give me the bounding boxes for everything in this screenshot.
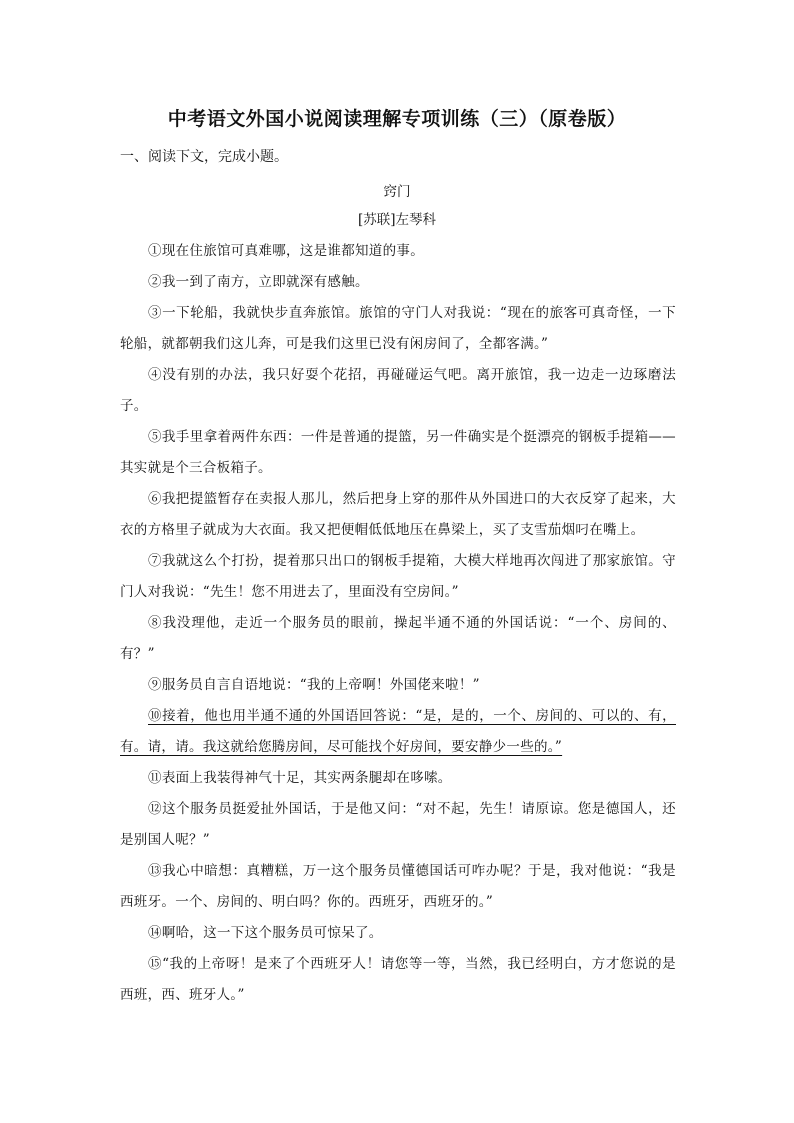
paragraph-content — [120, 708, 676, 755]
story-paragraph — [120, 546, 676, 608]
paragraph-number: ④ — [148, 367, 163, 383]
story-paragraph — [120, 701, 676, 763]
paragraph-number: ⑭ — [148, 925, 162, 941]
document-title: 中考语文外国小说阅读理解专项训练（三）（原卷版） — [167, 108, 627, 130]
paragraph-text: 这个服务员挺爱扯外国话，于是他又问：“对不起，先生！请原谅。您是德国人，还是别国人呢？” — [120, 801, 676, 848]
paragraph-text: 接着，他也用半通不通的外国语回答说：“是，是的，一个、房间的、可以的、有，有。请，请。我这就给您腾房间，尽可能找个好房间，要安静少一些的。” — [120, 708, 676, 755]
paragraph-content — [120, 367, 676, 414]
paragraph-number: ⑥ — [148, 491, 162, 507]
paragraph-content — [148, 770, 452, 786]
story-paragraph — [120, 794, 676, 856]
paragraph-number: ⑩ — [148, 708, 163, 724]
story-title: 窍门 — [383, 184, 411, 200]
story-paragraph — [120, 422, 676, 484]
story-paragraph — [120, 856, 676, 918]
paragraph-text: 我手里拿着两件东西：一件是普通的提篮，另一件确实是个挺漂亮的钢板手提箱——其实就是个三合板箱子。 — [120, 429, 676, 476]
paragraph-content — [148, 925, 383, 941]
paragraph-number: ③ — [148, 305, 163, 321]
paragraph-text: 表面上我装得神气十足，其实两条腿却在哆嗦。 — [161, 770, 452, 786]
paragraph-content — [148, 677, 480, 693]
story-paragraph — [120, 918, 676, 949]
story-paragraph — [120, 608, 676, 670]
paragraph-content — [120, 491, 676, 538]
paragraph-number: ② — [148, 274, 162, 290]
story-paragraph — [120, 267, 676, 298]
paragraph-content — [120, 863, 676, 910]
story-paragraph — [120, 949, 676, 1011]
paragraph-text: 现在住旅馆可真难哪，这是谁都知道的事。 — [161, 243, 425, 259]
paragraph-content — [148, 274, 369, 290]
story-paragraph — [120, 763, 676, 794]
paragraph-number: ⑧ — [148, 615, 163, 631]
paragraph-content — [120, 801, 676, 848]
paragraph-text: 我一到了南方，立即就深有感触。 — [161, 274, 369, 290]
paragraph-number: ⑤ — [148, 429, 162, 445]
paragraph-number: ⑫ — [148, 801, 163, 817]
paragraph-number: ⑦ — [148, 553, 162, 569]
section-heading: 一、阅读下文，完成小题。 — [120, 149, 288, 165]
paragraph-text: 没有别的办法，我只好耍个花招，再碰碰运气吧。离开旅馆，我一边走一边琢磨法子。 — [120, 367, 676, 414]
paragraph-content — [120, 615, 676, 662]
paragraph-text: 我心中暗想：真糟糕，万一这个服务员懂德国话可咋办呢？于是，我对他说：“我是西班牙。一个、房间的、明白吗？你的。西班牙，西班牙的。” — [120, 863, 676, 910]
paragraph-number: ① — [148, 243, 162, 259]
story-paragraph — [120, 484, 676, 546]
paragraph-text: 啊哈，这一下这个服务员可惊呆了。 — [161, 925, 383, 941]
paragraph-number: ⑮ — [148, 956, 163, 972]
paragraph-text: 服务员自言自语地说：“我的上帝啊！外国佬来啦！” — [161, 677, 480, 693]
paragraph-number: ⑬ — [148, 863, 163, 879]
paragraph-text: 一下轮船，我就快步直奔旅馆。旅馆的守门人对我说：“现在的旅客可真奇怪，一下轮船，就都朝我们这儿奔，可是我们这里已没有闲房间了，全都客满。” — [120, 305, 676, 352]
paragraph-number: ⑨ — [148, 677, 162, 693]
paragraph-content — [120, 956, 676, 1003]
paragraph-text: “我的上帝呀！是来了个西班牙人！请您等一等，当然，我已经明白，方才您说的是西班，西、班牙人。” — [120, 956, 676, 1003]
paragraph-content — [120, 553, 676, 600]
story-paragraph — [120, 360, 676, 422]
paragraph-number: ⑪ — [148, 770, 162, 786]
story-body — [120, 236, 676, 1011]
paragraph-content — [120, 429, 676, 476]
paragraph-text: 我把提篮暂存在卖报人那儿，然后把身上穿的那件从外国进口的大衣反穿了起来，大衣的方格里子就成为大衣面。我又把便帽低低地压在鼻梁上，买了支雪茄烟叼在嘴上。 — [120, 491, 676, 538]
paragraph-text: 我没理他，走近一个服务员的眼前，操起半通不通的外国话说：“一个、房间的、有？” — [120, 615, 676, 662]
story-paragraph — [120, 670, 676, 701]
story-author: [苏联]左琴科 — [357, 212, 437, 228]
story-paragraph — [120, 236, 676, 267]
paragraph-content — [120, 305, 676, 352]
paragraph-text: 我就这么个打扮，提着那只出口的钢板手提箱，大模大样地再次闯进了那家旅馆。守门人对我说：“先生！您不用进去了，里面没有空房间。” — [120, 553, 676, 600]
story-paragraph — [120, 298, 676, 360]
paragraph-content — [148, 243, 424, 259]
